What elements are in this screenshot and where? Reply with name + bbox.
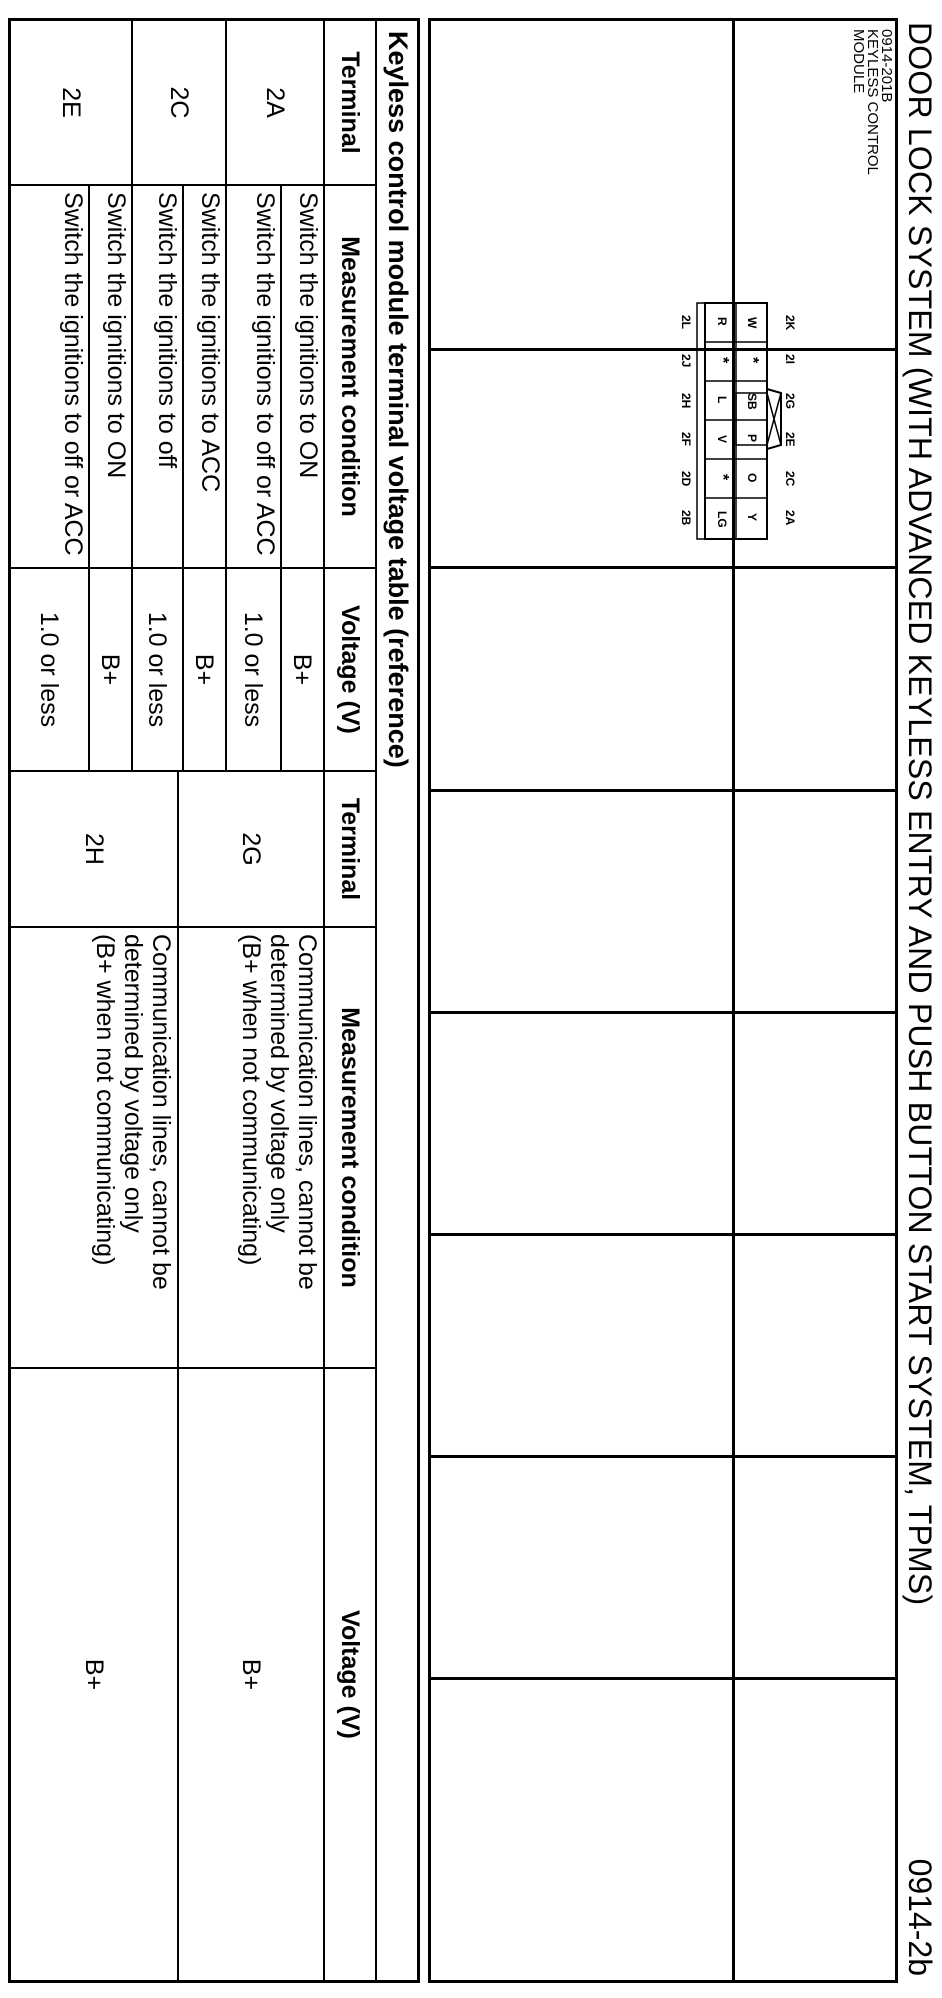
condition-cell: Switch the ignitions to off or ACC — [227, 184, 282, 567]
pin-number: 2J — [679, 354, 693, 368]
grid-divider — [431, 1011, 895, 1014]
condition-cell: Switch the ignitions to ON — [282, 184, 325, 567]
connector-diagram — [677, 293, 797, 549]
terminal-cell: 2C — [133, 21, 227, 184]
pin-number: 2A — [783, 510, 797, 526]
grid-divider — [431, 1677, 895, 1680]
pin-number: 2I — [783, 354, 797, 365]
wire-color: V — [715, 435, 729, 444]
condition-line: Communication lines, cannot be — [147, 934, 175, 1290]
voltage-cell: 1.0 or less — [227, 567, 282, 770]
condition-line: (B+ when not communicating) — [91, 934, 119, 1266]
wire-color: * — [744, 357, 761, 364]
header-terminal: Terminal — [325, 21, 377, 184]
condition-line: Communication lines, cannot be — [293, 934, 321, 1290]
pin-number: 2G — [783, 393, 797, 410]
condition-cell: Switch the ignitions to off — [133, 184, 184, 567]
voltage-cell: 1.0 or less — [133, 567, 184, 770]
grid-divider — [431, 789, 895, 792]
connector-label — [851, 29, 893, 175]
wire-color: * — [714, 357, 731, 364]
header-voltage: Voltage (V) — [325, 1367, 377, 1980]
wire-color: SB — [745, 393, 759, 410]
condition-cell: Switch the ignitions to ACC — [184, 184, 227, 567]
voltage-cell: B+ — [282, 567, 325, 770]
condition-cell: Switch the ignitions to off or ACC — [11, 184, 90, 567]
voltage-cell: B+ — [179, 1367, 325, 1980]
connector-name-line1: KEYLESS CONTROL — [864, 29, 881, 175]
wire-color: W — [745, 317, 759, 329]
condition-cell — [179, 926, 325, 1367]
pin-number: 2L — [679, 315, 693, 330]
voltage-cell: B+ — [184, 567, 227, 770]
condition-cell: Switch the ignitions to ON — [90, 184, 133, 567]
terminal-cell: 2H — [11, 770, 179, 926]
page-title: DOOR LOCK SYSTEM (WITH ADVANCED KEYLESS ENTRY AND PUSH BUTTON START SYSTEM, TPMS) — [902, 22, 938, 1606]
grid-divider — [431, 348, 895, 351]
terminal-cell: 2G — [179, 770, 325, 926]
condition-line: determined by voltage only — [119, 934, 147, 1233]
condition-line: (B+ when not communicating) — [237, 934, 265, 1266]
grid-divider — [431, 566, 895, 569]
voltage-cell: B+ — [90, 567, 133, 770]
grid-divider — [431, 1455, 895, 1458]
header-terminal: Terminal — [325, 770, 377, 926]
wire-color: LG — [715, 511, 729, 528]
terminal-cell: 2A — [227, 21, 325, 184]
grid-divider — [431, 1233, 895, 1236]
page-id: 0914-2b — [902, 1858, 938, 1976]
connector-outline — [677, 293, 797, 549]
condition-line: determined by voltage only — [265, 934, 293, 1233]
wire-color: O — [745, 473, 759, 483]
pin-number: 2C — [783, 471, 797, 487]
wire-color: L — [715, 396, 729, 404]
connector-grid — [428, 18, 898, 1983]
connector-code: 0914-201B — [878, 29, 895, 103]
voltage-cell: B+ — [11, 1367, 179, 1980]
voltage-cell: 1.0 or less — [11, 567, 90, 770]
table-caption: Keyless control module terminal voltage table (reference) — [383, 31, 413, 768]
pin-number: 2B — [679, 510, 693, 526]
pin-number: 2F — [679, 432, 693, 447]
connector-name-line2: MODULE — [850, 29, 867, 94]
terminal-cell: 2E — [11, 21, 133, 184]
wire-color: P — [745, 434, 759, 443]
wire-color: R — [715, 317, 729, 326]
pin-number: 2K — [783, 315, 797, 331]
pin-number: 2D — [679, 471, 693, 487]
wire-color: * — [714, 474, 731, 481]
header-voltage: Voltage (V) — [325, 567, 377, 770]
pin-number: 2H — [679, 393, 693, 409]
pin-number: 2E — [783, 432, 797, 447]
header-condition: Measurement condition — [325, 926, 377, 1367]
condition-cell — [11, 926, 179, 1367]
voltage-table — [8, 18, 420, 1983]
wire-color: Y — [745, 513, 759, 522]
header-condition: Measurement condition — [325, 184, 377, 567]
